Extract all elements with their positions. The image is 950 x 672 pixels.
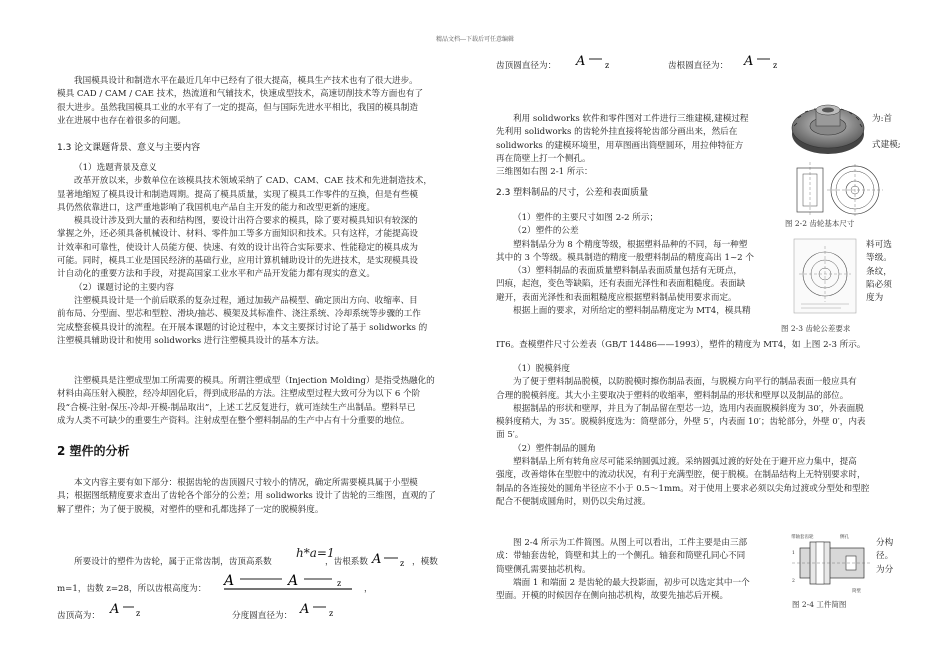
text-line: 配合不便制成圆角时，则仍以尖角过渡。 bbox=[496, 496, 651, 507]
workpiece-sketch bbox=[790, 530, 874, 600]
text-tail: 料可选 bbox=[866, 240, 892, 250]
gear-line-3b: 分度圆直径为： bbox=[232, 611, 293, 621]
text-line: 材料由高压射入模腔，经冷却固化后，得到成形品的方法。注塑成型过程大致可分为以下 6 个阶 bbox=[57, 389, 421, 400]
modeling-tail-2: 式建模; bbox=[872, 140, 901, 150]
gear-3d-image bbox=[790, 96, 866, 164]
svg-text:z: z bbox=[136, 609, 141, 618]
text-line: （1）塑件的主要尺寸如图 2-2 所示； bbox=[513, 213, 659, 223]
header-note: 精品文档---下载后可任意编辑 bbox=[435, 36, 515, 43]
text-line: 为了便于塑料制品脱模，以防脱模时擦伤制品表面，与脱模方向平行的制品表面一般应具有 bbox=[513, 377, 857, 388]
text-tail: 分构 bbox=[876, 538, 894, 548]
figure-2-4-tails bbox=[876, 537, 916, 577]
section-2-body bbox=[57, 477, 467, 517]
draft-section bbox=[496, 363, 906, 509]
text-line: 解了塑件；为了便于脱模，对塑件的壁和孔都选择了一定的脱模斜度。 bbox=[57, 504, 324, 515]
text-line: 塑料制品分为 8 个精度等级，根据塑料品种的不同，每一种塑 bbox=[513, 239, 748, 250]
svg-text:A: A bbox=[224, 573, 235, 589]
text-tail: 度为 bbox=[866, 293, 884, 304]
text-line: 很大进步。虽然我国模具工业的水平有了一定的提高，但与国际先进水平相比，我国的模具制造 bbox=[57, 102, 418, 113]
text-line: 型面。开模的时候因存在侧向抽芯机构，故要先抽芯后开模。 bbox=[496, 591, 729, 602]
svg-text:z: z bbox=[773, 61, 778, 70]
label-wall: 筒壁 bbox=[852, 589, 861, 594]
formula-glyph bbox=[108, 598, 148, 618]
svg-text:z: z bbox=[605, 61, 610, 70]
formula-image bbox=[298, 598, 342, 622]
text-line: 具；根据图纸精度要求查出了齿轮各个部分的公差；用 solidworks 设计了齿轮的三维图，直观的了 bbox=[57, 491, 436, 502]
figure-2-4-caption: 图 2-4 工件简图 bbox=[792, 600, 847, 609]
formula-ha-text: h*a=1 bbox=[296, 546, 335, 560]
text-line: 计效率和可靠性，使设计人员能方便、快速、有效的设计出符合实际要求、性能稳定的模具成为 bbox=[57, 242, 418, 253]
tolerance-image bbox=[793, 238, 857, 318]
text-line: 根据上面的要求，对所给定的塑料制品精度定为 MT4，模具精 bbox=[513, 306, 751, 317]
text-line: 其中的 3 个等级。模具制造的精度一般塑料制品的精度高出 1~2 个 bbox=[496, 252, 754, 263]
text-line: 根据制品的形状和壁厚，并且为了制品留在型芯一边，选用内表面脱模斜度为 30′，外表面脱 bbox=[513, 403, 864, 414]
text-tail: 径。 bbox=[876, 551, 894, 562]
text-line: solidworks 的建模环境里，用草图画出筒壁圆环，用拉伸特征方 bbox=[496, 140, 744, 151]
formula-image bbox=[108, 598, 148, 622]
section-2-3-title: 2.3 塑料制品的尺寸，公差和表面质量 bbox=[496, 188, 649, 198]
section-1-3-body bbox=[57, 162, 467, 348]
text-line: 注塑模具是注塑成型加工所需要的模具。所谓注塑成型（Injection Molding）是指受热融化的 bbox=[74, 376, 435, 386]
text-line: 注塑模具辅助设计和使用 solidworks 进行注塑模具设计的基本方法。 bbox=[57, 335, 325, 346]
subheading: （1）选题背景及意义 bbox=[74, 163, 157, 173]
text-line: （2）塑件的公差 bbox=[513, 226, 579, 237]
svg-text:A: A bbox=[300, 602, 310, 617]
subheading: （2）课题讨论的主要内容 bbox=[74, 282, 174, 293]
svg-text:z: z bbox=[329, 609, 334, 618]
formula-image bbox=[742, 50, 786, 74]
svg-text:A: A bbox=[372, 552, 382, 567]
text-line: 再在筒壁上打一个侧孔。 bbox=[496, 153, 591, 164]
text-tail: 陷必须 bbox=[866, 279, 892, 290]
svg-text:A: A bbox=[110, 602, 120, 617]
gear-drawing-image bbox=[795, 160, 885, 222]
text-line: 前布局、分型面、型芯和型腔、滑块/抽芯、模架及其标准件、浇注系统、冷却系统等步骤的工作 bbox=[57, 309, 421, 320]
text-line: 具仍然依靠进口，这严重地影响了我国机电产品自主开发的能力和改型更新的速度。 bbox=[57, 202, 375, 213]
text-line: 合理的脱模斜度。其大小主要取决于塑料的收缩率，塑料制品的形状和壁厚以及制品的部位。 bbox=[496, 390, 849, 401]
formula-glyph bbox=[370, 549, 412, 569]
section-2-3-tails bbox=[866, 239, 906, 305]
gear-line-1a: 所要设计的塑件为齿轮，属于正常齿制，齿顶高系数 bbox=[74, 557, 272, 567]
text-line: 塑料制品上所有转角应尽可能采纳圆弧过渡。采纳圆弧过渡的好处在于避开应力集中，提高 bbox=[513, 457, 857, 468]
gear-line-1b: ，齿根系数 bbox=[325, 557, 368, 567]
text-line: 制品的各连接处的圆角半径应不小于 0.5～1mm。对于使用上要求必须以尖角过渡或分型处和型腔 bbox=[496, 483, 870, 494]
text-line: 显著地缩短了模具设计和制造周期。提高了模具质量，实现了模具工作零件的互换，但是有些模 bbox=[57, 189, 418, 200]
label-end-2: 2 bbox=[792, 579, 795, 584]
tolerance-graphic bbox=[793, 238, 857, 314]
text-tail: 等级。 bbox=[866, 253, 892, 264]
modeling-tail-1: 为:首 bbox=[872, 114, 893, 124]
text-line: 避开，表面光泽性和表面粗糙度应根据塑料制品使用要求而定。 bbox=[496, 292, 737, 303]
section-2-3-body bbox=[496, 212, 796, 318]
top-line-a: 齿顶圆直径为： bbox=[496, 61, 557, 71]
svg-text:A: A bbox=[744, 54, 754, 69]
subheading: （1）脱模斜度 bbox=[513, 364, 571, 374]
formula-glyph bbox=[574, 50, 618, 70]
text-line: 筒壁侧孔需要抽芯机构。 bbox=[496, 564, 591, 575]
text-line: 可能。同时，模具工业是国民经济的基础行业，应用计算机辅助设计的先进技术，是实现模具设 bbox=[57, 256, 418, 267]
text-line: 模具设计涉及到大量的表和结构图，要设计出符合要求的模具，除了要对模具知识有较深的 bbox=[74, 216, 418, 227]
gear-line-1c: ，模数 bbox=[412, 557, 438, 567]
text-line: 计自动化的重要方法和手段，对提高国家工业水平和产品开发能力都有现实的意义。 bbox=[57, 269, 375, 280]
text-line: 本文内容主要有如下部分：根据齿轮的齿顶圆尺寸较小的情况，确定所需要模具属于小型模 bbox=[74, 478, 418, 488]
text-line: 我国模具设计和制造水平在最近几年中已经有了很大提高，模具生产技术也有了很大进步。 bbox=[74, 76, 418, 86]
text-line: 端面 1 和端面 2 是齿轮的最大投影面，初步可以选定其中一个 bbox=[513, 577, 750, 588]
figure-2-4-paragraph bbox=[496, 537, 796, 603]
top-line-b: 齿根圆直径为： bbox=[668, 61, 729, 71]
label-end-1: 1 bbox=[792, 551, 795, 556]
gear-line-2: m=1，齿数 z=28，所以齿根高度为： bbox=[57, 584, 207, 594]
figure-2-3-caption: 图 2-3 齿轮公差要求 bbox=[781, 324, 851, 333]
gear-drawing-graphic bbox=[795, 160, 885, 218]
formula-glyph bbox=[222, 569, 362, 599]
formula-image bbox=[370, 549, 412, 573]
text-line: 强度，改善熔体在型腔中的流动状况，有利于充满型腔，便于脱模。在制品结构上无特别要求时， bbox=[496, 470, 866, 481]
text-line: （3）塑料制品的表面质量塑料制品表面质量包括有无斑点， bbox=[513, 266, 742, 277]
figure-2-2-caption: 图 2-2 齿轮基本尺寸 bbox=[785, 219, 855, 228]
text-line: 凹痕，起泡，变色等缺陷，还有表面光泽性和表面粗糙度。表面缺 bbox=[496, 279, 746, 290]
subheading: （2）塑件制品的圆角 bbox=[513, 443, 596, 454]
text-line: 三维图如右图 2-1 所示： bbox=[496, 167, 593, 178]
formula-glyph bbox=[298, 598, 342, 618]
injection-paragraph bbox=[57, 375, 467, 428]
section-1-3-title: 1.3 论文课题背景、意义与主要内容 bbox=[57, 143, 201, 153]
svg-text:A: A bbox=[576, 54, 586, 69]
text-line: 业在进展中也存在着很多的问题。 bbox=[57, 115, 186, 126]
formula-glyph bbox=[742, 50, 786, 70]
text-line: 图 2-4 所示为工件简图。从图上可以看出，工件主要是由三部 bbox=[513, 538, 748, 548]
text-line: 面 5′。 bbox=[496, 430, 524, 441]
section-2-title: 2 塑件的分析 bbox=[57, 444, 130, 458]
text-tail: 为分 bbox=[876, 564, 894, 575]
text-line: 段“合模-注射-保压-冷却-开模-制品取出”，上述工艺反复进行，就可连续生产出制品。塑料早已 bbox=[57, 402, 416, 413]
text-line: 模斜度稍大，为 35′。脱模斜度选为：筒壁部分，外壁 5′，内表面 10′；齿轮部分，外壁 0′，内表 bbox=[496, 417, 866, 428]
text-line: 成：带轴套齿轮，筒壁和其上的一个侧孔。轴套和筒壁孔同心不同 bbox=[496, 551, 746, 562]
gear-line-3a: 齿顶高为： bbox=[57, 611, 100, 621]
text-line: 利用 solidworks 软件和零件图对工件进行三维建模,建模过程 bbox=[513, 114, 749, 124]
text-line: 注塑模具设计是一个前后联系的复杂过程，通过加载产品模型、确定顶出方向、收缩率、目 bbox=[74, 295, 418, 306]
workpiece-graphic bbox=[790, 530, 874, 596]
svg-text:A: A bbox=[288, 573, 299, 589]
text-line: 改革开放以来，步数单位在该模具技术领域采纳了 CAD、CAM、CAE 技术和先进制造技术， bbox=[74, 176, 432, 187]
svg-text:z: z bbox=[400, 559, 405, 568]
label-hole: 侧孔 bbox=[840, 535, 849, 540]
text-line: 成为人类不可缺少的重要生产资料。注射成型在整个塑料制品的生产中占有十分重要的地位。 bbox=[57, 415, 410, 426]
text-tail: 条纹， bbox=[866, 266, 892, 277]
formula-image bbox=[574, 50, 618, 74]
text-line: 先利用 solidworks 的齿轮外挂直接将轮齿部分画出来，然后在 bbox=[496, 127, 738, 138]
text-line: 模具 CAD / CAM / CAE 技术，热流道和气辅技术，快速成型技术，高速切削技术等方面也有了 bbox=[57, 89, 424, 100]
gear-3d-graphic bbox=[790, 96, 866, 160]
svg-text:z: z bbox=[337, 579, 342, 588]
modeling-paragraph bbox=[496, 113, 796, 179]
intro-paragraph bbox=[57, 75, 467, 128]
label-gear: 带轴套齿轮 bbox=[791, 535, 814, 540]
comma: ， bbox=[364, 584, 373, 594]
text-line: 完成整套模具设计的流程。在开展本课题的讨论过程中，本文主要探讨讨论了基于 solidworks 的 bbox=[57, 322, 428, 333]
text-line: 掌握之外，还必须具备机械设计、材料、零件加工等多方面知识和技术。只有这样，才能提高设 bbox=[57, 229, 418, 240]
section-2-3-last-line: IT6。查模塑件尺寸公差表（GB/T 14486——1993），塑件的精度为 MT4，如 上图 2-3 所示。 bbox=[496, 340, 866, 350]
